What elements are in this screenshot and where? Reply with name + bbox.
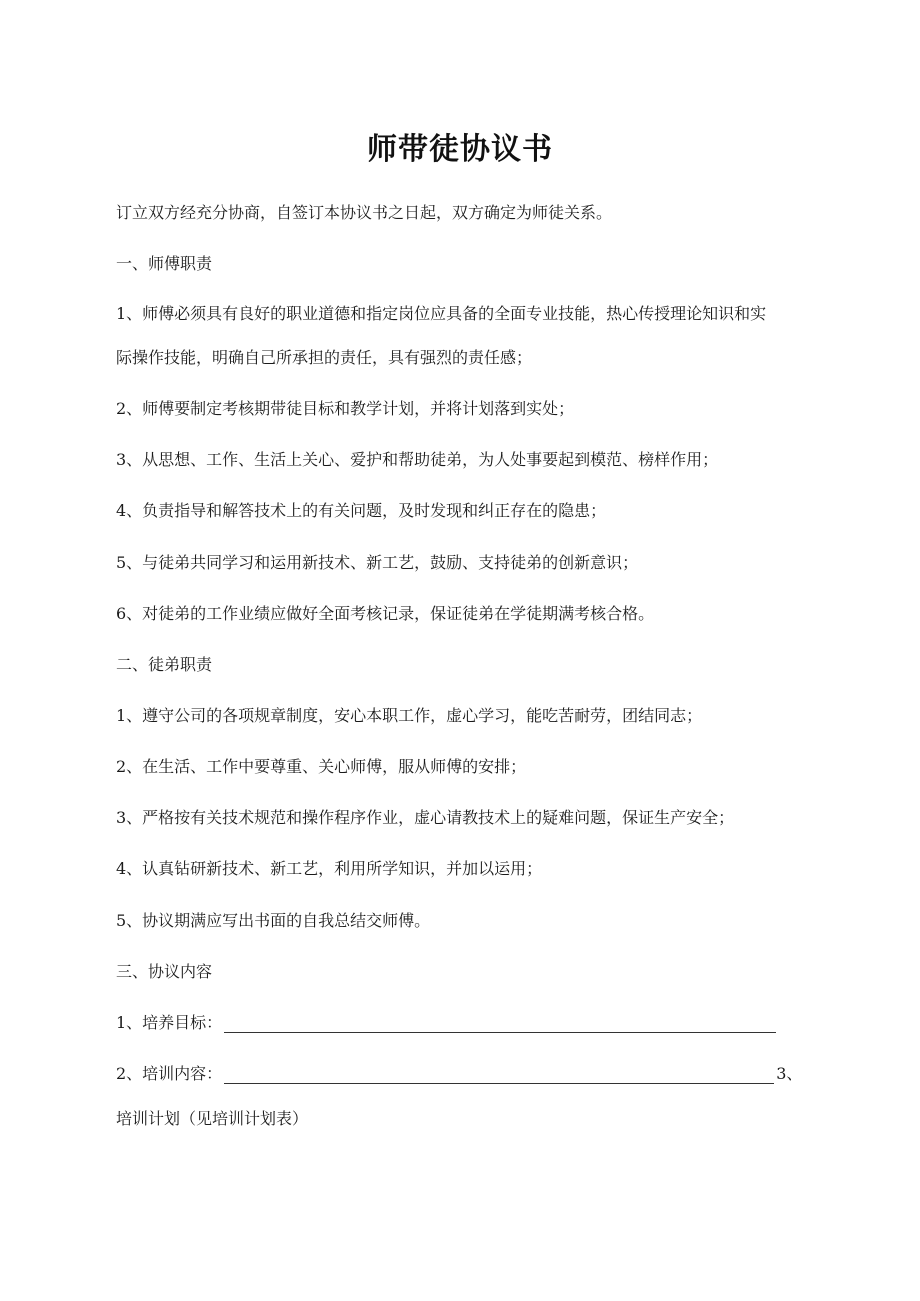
section1-item2: 2、师傅要制定考核期带徒目标和教学计划，并将计划落到实处； [116,399,575,418]
section1-item6: 6、对徒弟的工作业绩应做好全面考核记录，保证徒弟在学徒期满考核合格。 [116,604,655,623]
section1-item1-line1: 1、师傅必须具有良好的职业道德和指定岗位应具备的全面专业技能，热心传授理论知识和实 [116,304,767,323]
item3-number: 3、 [776,1064,803,1083]
section1-item5: 5、与徒弟共同学习和运用新技术、新工艺，鼓励、支持徒弟的创新意识； [116,553,639,572]
training-plan-text: 培训计划（见培训计划表） [116,1109,309,1128]
training-goal-blank [224,1016,776,1033]
section1-item4: 4、负责指导和解答技术上的有关问题，及时发现和纠正存在的隐患； [116,501,607,520]
section1-item3: 3、从思想、工作、生活上关心、爱护和帮助徒弟，为人处事要起到模范、榜样作用； [116,450,719,469]
section3-heading: 三、协议内容 [116,962,213,981]
training-content-blank [224,1067,774,1084]
section2-item5: 5、协议期满应写出书面的自我总结交师傅。 [116,911,431,930]
training-content-row [116,1064,806,1084]
section2-item1: 1、遵守公司的各项规章制度，安心本职工作，虚心学习，能吃苦耐劳，团结同志； [116,706,703,725]
section2-item2: 2、在生活、工作中要尊重、关心师傅，服从师傅的安排； [116,757,527,776]
section1-item1-line2: 际操作技能，明确自己所承担的责任，具有强烈的责任感； [116,348,533,367]
training-goal-row [116,1013,806,1033]
intro-paragraph: 订立双方经充分协商，自签订本协议书之日起，双方确定为师徒关系。 [116,203,613,222]
section1-heading: 一、师傅职责 [116,254,213,273]
training-goal-label: 1、培养目标： [116,1013,223,1032]
training-content-label: 2、培训内容： [116,1064,223,1083]
section2-item3: 3、严格按有关技术规范和操作程序作业，虚心请教技术上的疑难问题，保证生产安全； [116,808,735,827]
document-title: 师带徒协议书 [367,132,553,167]
section2-heading: 二、徒弟职责 [116,655,213,674]
section2-item4: 4、认真钻研新技术、新工艺，利用所学知识，并加以运用； [116,859,543,878]
